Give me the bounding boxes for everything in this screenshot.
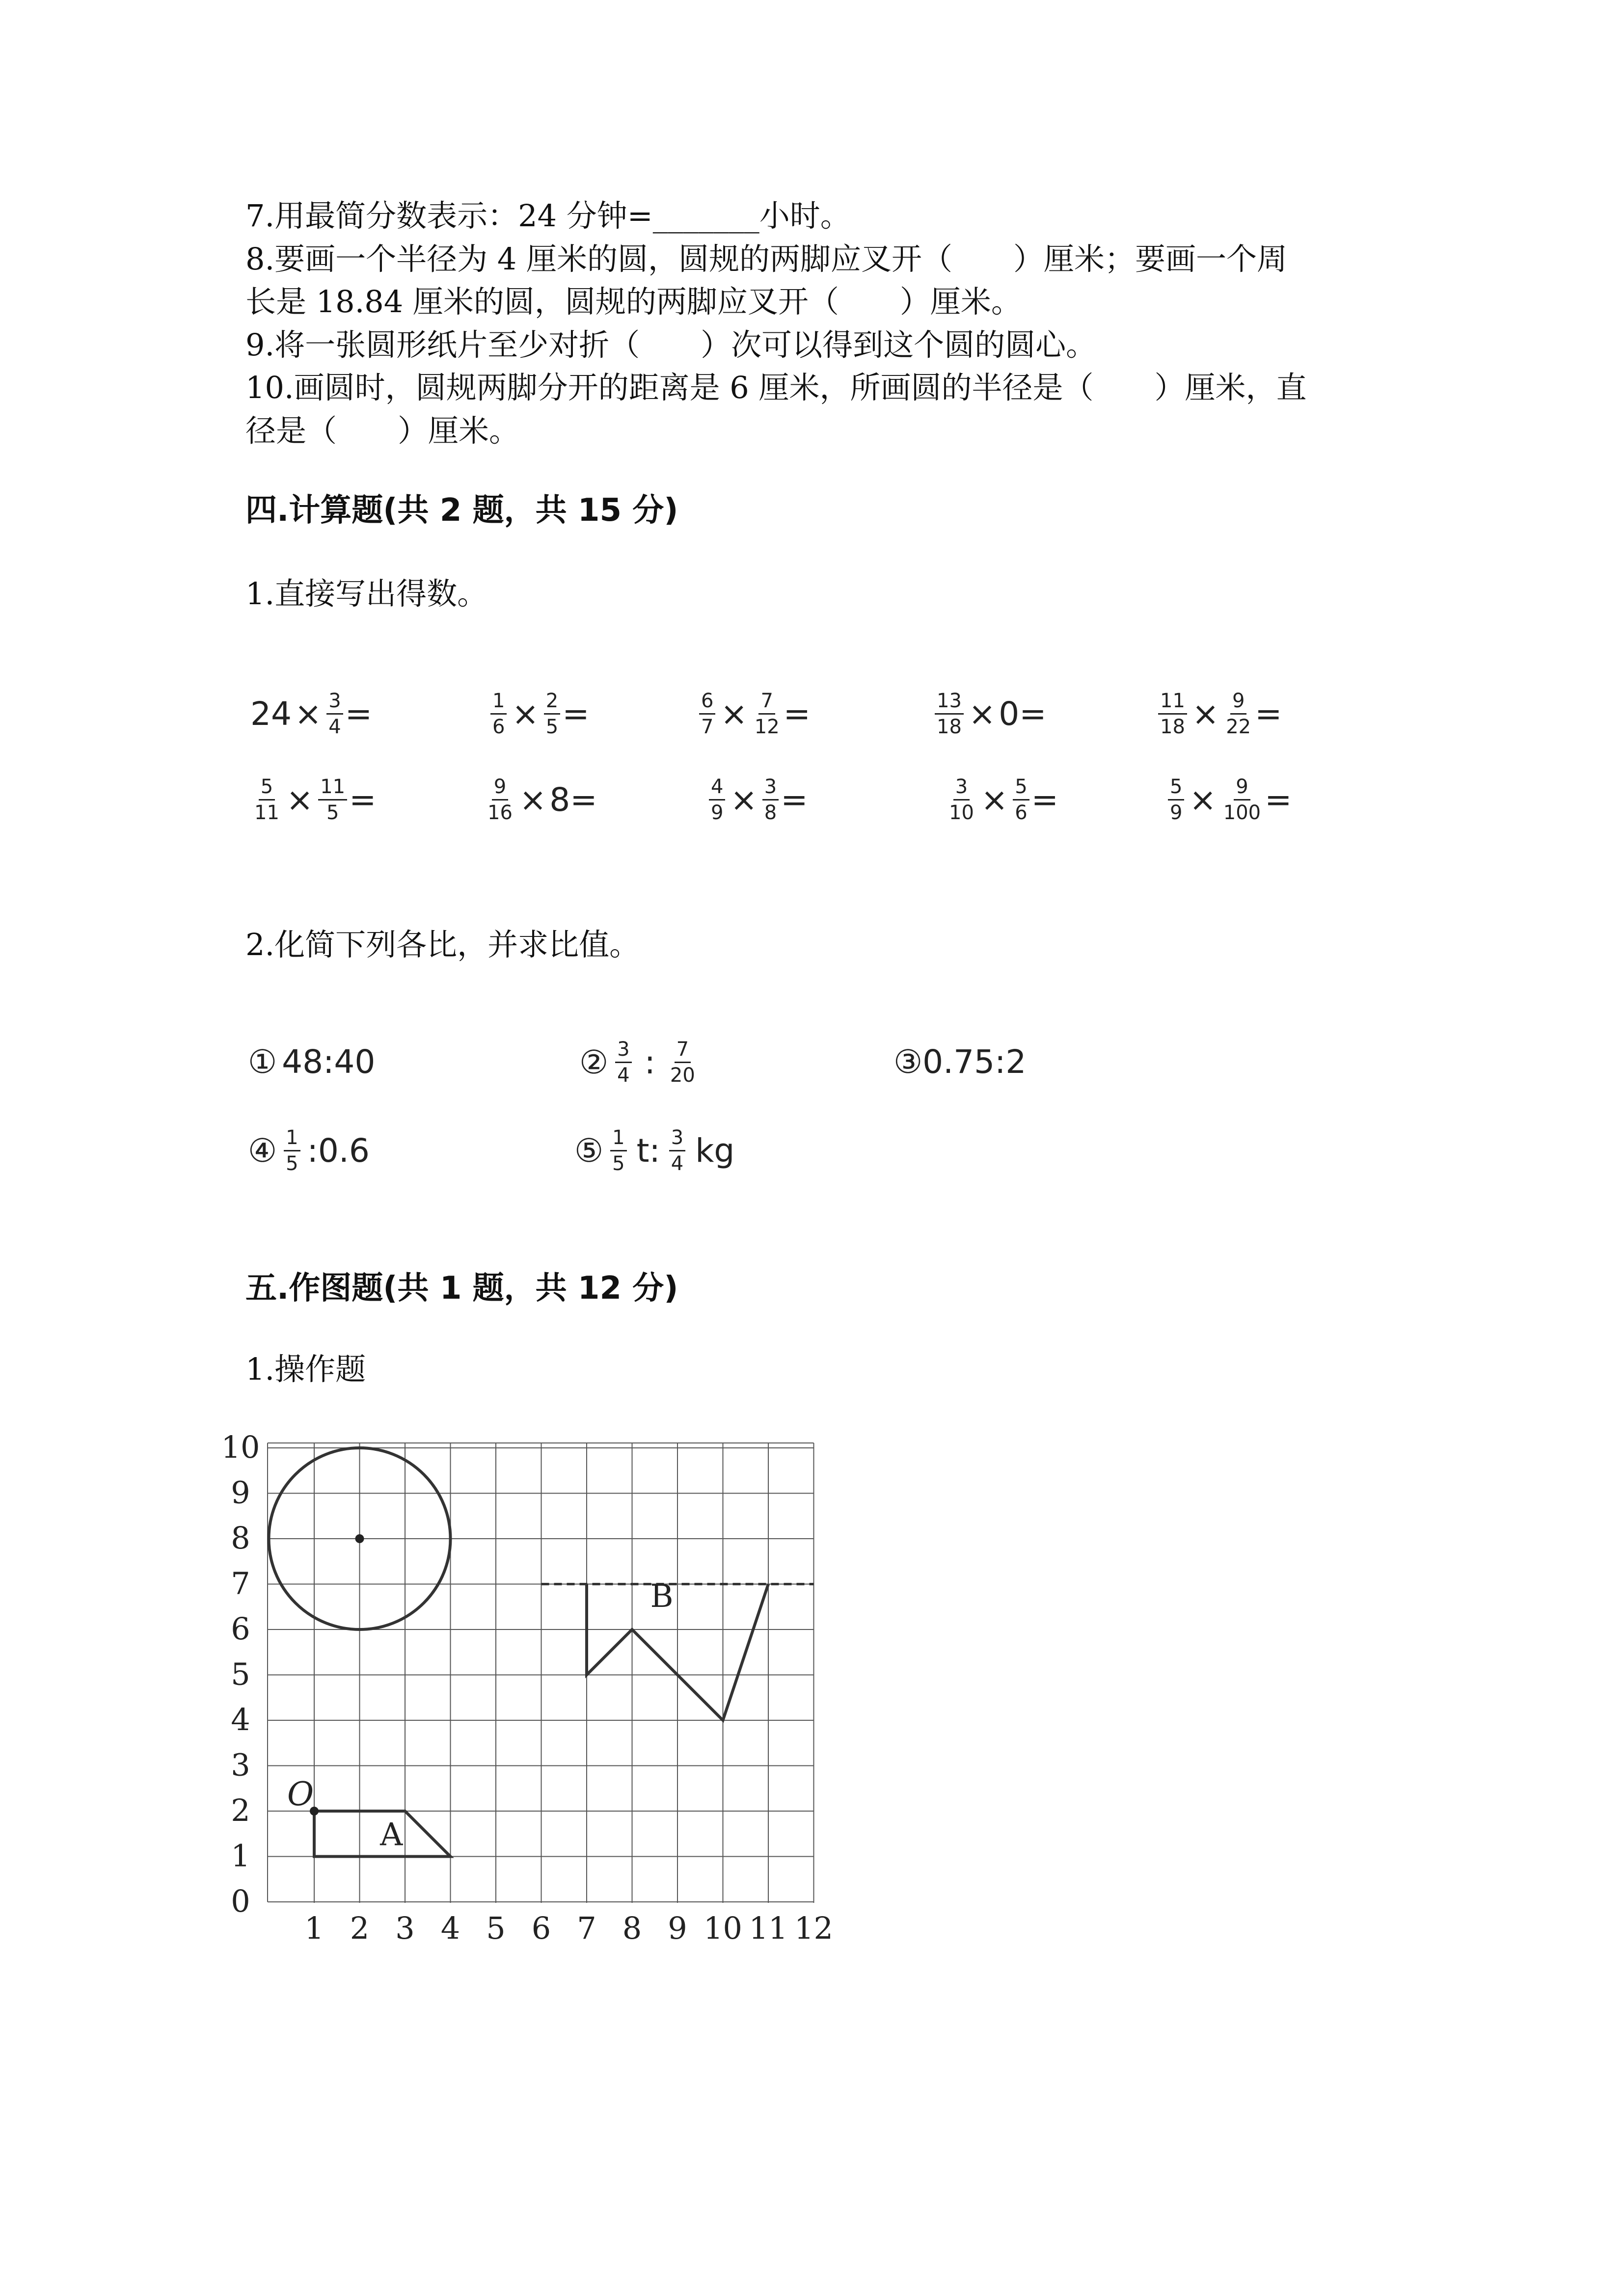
label-a: A xyxy=(380,1816,403,1853)
equals-sign: = xyxy=(781,781,808,819)
question-7: 7.用最简分数表示：24 分钟=_______小时。 xyxy=(245,198,851,234)
equals-sign: = xyxy=(783,695,811,733)
circled-number: ③ xyxy=(893,1043,923,1081)
times-sign: × xyxy=(720,695,748,733)
section4-q2: 2.化简下列各比，并求比值。 xyxy=(245,927,640,962)
equals-sign: = xyxy=(562,695,590,733)
fraction: $\frac{7}{12}$ xyxy=(754,690,780,738)
fraction: $\frac{4}{9}$ xyxy=(709,775,725,824)
x-tick-label: 4 xyxy=(440,1910,460,1946)
circle-center-dot xyxy=(355,1534,364,1543)
equals-sign: = xyxy=(1255,695,1282,733)
x-tick-label: 8 xyxy=(622,1910,642,1946)
fraction: $\frac{3}{8}$ xyxy=(762,775,779,824)
ratio-text: :0.6 xyxy=(307,1132,370,1170)
times-sign: × xyxy=(968,695,996,733)
x-tick-label: 12 xyxy=(794,1910,833,1946)
x-tick-label: 11 xyxy=(749,1910,788,1946)
circled-number: ④ xyxy=(248,1132,277,1170)
ratio-3 xyxy=(893,1043,1026,1081)
times-sign: × xyxy=(1189,781,1217,819)
circled-number: ② xyxy=(579,1043,609,1081)
y-tick-label: 6 xyxy=(231,1611,250,1647)
equals-sign: = xyxy=(345,695,373,733)
circled-number: ① xyxy=(248,1043,277,1081)
equals-sign: = xyxy=(1031,781,1058,819)
question-9: 9.将一张圆形纸片至少对折（ ）次可以得到这个圆的圆心。 xyxy=(245,327,1097,363)
unit-text: t: xyxy=(636,1132,660,1170)
fraction: $\frac{11}{5}$ xyxy=(318,775,347,824)
ratio-4 xyxy=(248,1126,370,1175)
question-10-line1: 10.画圆时，圆规两脚分开的距离是 6 厘米，所画圆的半径是（ ）厘米，直 xyxy=(245,370,1307,405)
fraction: $\frac{11}{18}$ xyxy=(1158,690,1187,738)
fraction: $\frac{6}{7}$ xyxy=(699,690,715,738)
times-sign: × xyxy=(1191,695,1219,733)
fraction: $\frac{7}{20}$ xyxy=(670,1038,695,1087)
fraction: $\frac{13}{18}$ xyxy=(935,690,964,738)
x-tick-label: 5 xyxy=(486,1910,506,1946)
fraction: $\frac{3}{10}$ xyxy=(949,775,974,824)
fraction: $\frac{5}{9}$ xyxy=(1168,775,1184,824)
fraction: $\frac{9}{16}$ xyxy=(487,775,513,824)
x-tick-label: 1 xyxy=(304,1910,324,1946)
calc-b4 xyxy=(945,775,1058,824)
fraction: $\frac{3}{4}$ xyxy=(326,690,343,738)
ratio-text: 0.75:2 xyxy=(922,1043,1027,1081)
colon: : xyxy=(644,1043,655,1081)
coordinate-grid-figure xyxy=(221,1429,903,1993)
equals-sign: = xyxy=(570,781,597,819)
y-tick-label: 0 xyxy=(231,1883,250,1919)
y-tick-label: 4 xyxy=(231,1702,250,1737)
calc-b5 xyxy=(1166,775,1292,824)
ratio-2 xyxy=(579,1038,699,1087)
fraction: $\frac{1}{5}$ xyxy=(610,1126,626,1175)
label-b: B xyxy=(650,1578,674,1615)
times-sign: × xyxy=(980,781,1008,819)
y-tick-label: 10 xyxy=(221,1429,260,1465)
y-tick-label: 7 xyxy=(231,1565,250,1602)
y-tick-label: 1 xyxy=(231,1838,250,1874)
equals-sign: = xyxy=(349,781,377,819)
calc-a4 xyxy=(933,690,1047,738)
equals-sign: = xyxy=(1265,781,1292,819)
calc-b3 xyxy=(707,775,808,824)
x-tick-label: 9 xyxy=(668,1910,687,1946)
calc-b2 xyxy=(484,775,597,824)
calc-a2 xyxy=(488,690,590,738)
calc-a5 xyxy=(1156,690,1282,738)
times-sign: × xyxy=(730,781,758,819)
x-tick-label: 10 xyxy=(704,1910,742,1946)
whole-number: 8 xyxy=(549,781,570,819)
question-8-line2: 长是 18.84 厘米的圆，圆规的两脚应叉开（ ）厘米。 xyxy=(245,284,1022,320)
equals-sign: = xyxy=(1019,695,1047,733)
section4-q1: 1.直接写出得数。 xyxy=(245,576,488,612)
times-sign: × xyxy=(519,781,547,819)
calc-b1 xyxy=(250,775,376,824)
ratio-5 xyxy=(574,1126,734,1175)
times-sign: × xyxy=(286,781,314,819)
times-sign: × xyxy=(512,695,539,733)
section5-q1: 1.操作题 xyxy=(245,1351,366,1387)
fraction: $\frac{5}{6}$ xyxy=(1013,775,1029,824)
y-tick-label: 3 xyxy=(231,1747,250,1783)
circled-number: ⑤ xyxy=(574,1132,604,1170)
question-8-line1: 8.要画一个半径为 4 厘米的圆，圆规的两脚应叉开（ ）厘米；要画一个周 xyxy=(245,241,1288,277)
fraction: $\frac{1}{5}$ xyxy=(284,1126,300,1175)
fraction: $\frac{9}{22}$ xyxy=(1226,690,1251,738)
ratio-text: 48:40 xyxy=(282,1043,376,1081)
y-tick-label: 5 xyxy=(231,1656,250,1692)
x-tick-label: 3 xyxy=(395,1910,415,1946)
section4-title: 四.计算题(共 2 题，共 15 分) xyxy=(245,492,678,529)
calc-a3 xyxy=(697,690,811,738)
fraction: $\frac{1}{6}$ xyxy=(490,690,507,738)
y-tick-label: 8 xyxy=(231,1520,250,1556)
whole-number: 24 xyxy=(250,695,292,733)
question-10-line2: 径是（ ）厘米。 xyxy=(245,413,520,449)
fraction: $\frac{3}{4}$ xyxy=(615,1038,631,1087)
x-tick-label: 2 xyxy=(350,1910,370,1946)
x-tick-label: 6 xyxy=(531,1910,551,1946)
origin-label: O xyxy=(287,1775,314,1813)
y-tick-label: 9 xyxy=(231,1474,250,1511)
times-sign: × xyxy=(294,695,322,733)
fraction: $\frac{3}{4}$ xyxy=(669,1126,685,1175)
fraction: $\frac{5}{11}$ xyxy=(254,775,279,824)
fraction: $\frac{2}{5}$ xyxy=(544,690,560,738)
x-tick-label: 7 xyxy=(577,1910,596,1946)
section5-title: 五.作图题(共 1 题，共 12 分) xyxy=(245,1270,678,1307)
fraction: $\frac{9}{100}$ xyxy=(1223,775,1261,824)
calc-a1 xyxy=(250,690,372,738)
ratio-1 xyxy=(248,1043,375,1081)
whole-number: 0 xyxy=(999,695,1020,733)
unit-text: kg xyxy=(695,1132,735,1170)
y-tick-label: 2 xyxy=(231,1792,250,1828)
